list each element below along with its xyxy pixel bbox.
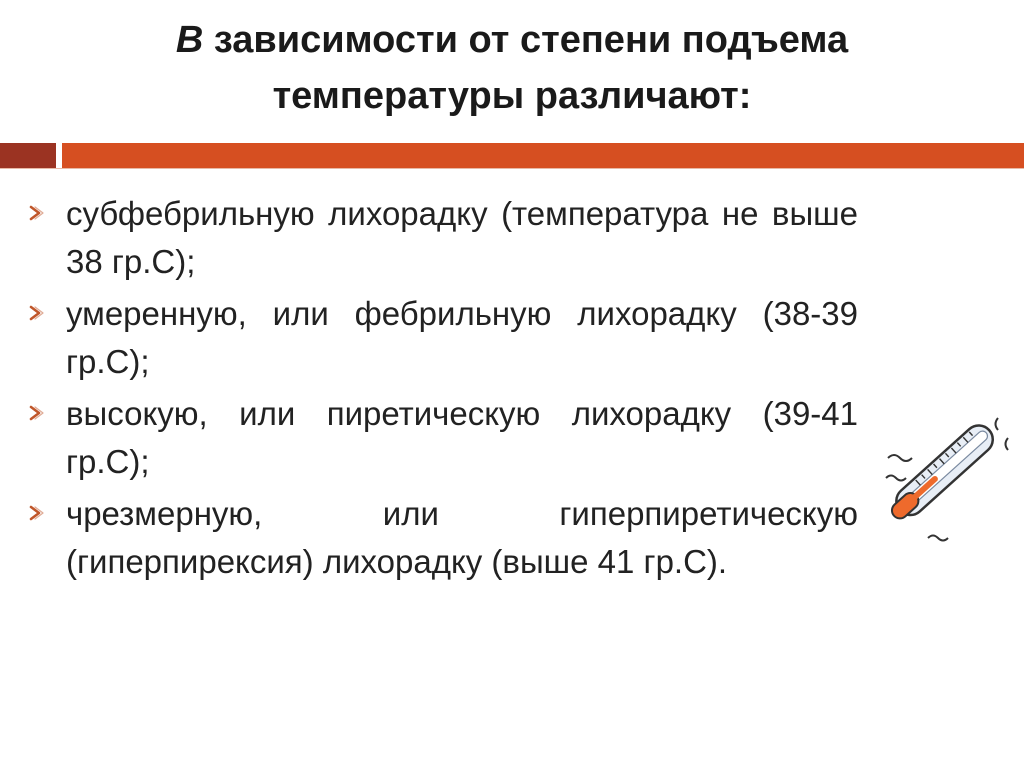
title-divider-right	[62, 143, 1024, 169]
list-item	[28, 490, 858, 586]
title-divider-line	[0, 168, 1024, 169]
list-item-text: чрезмерную, или гиперпиретическую (гиперпирексия) лихорадку (выше 41 гр.С).	[66, 495, 858, 580]
list-item	[28, 290, 858, 386]
title-divider-left	[0, 143, 56, 169]
thermometer-icon	[868, 398, 1018, 548]
chevron-right-icon	[28, 204, 44, 222]
chevron-right-icon	[28, 504, 44, 522]
list-item-text: высокую, или пиретическую лихорадку (39-41 гр.С);	[66, 395, 858, 480]
fever-types-list	[28, 190, 858, 590]
list-item	[28, 390, 858, 486]
title-lead: В	[175, 19, 204, 61]
slide-title	[60, 12, 964, 124]
title-rest: зависимости от степени подъема температуры различают:	[203, 19, 849, 117]
chevron-right-icon	[28, 404, 44, 422]
chevron-right-icon	[28, 304, 44, 322]
list-item-text: субфебрильную лихорадку (температура не выше 38 гр.С);	[66, 195, 858, 280]
list-item	[28, 190, 858, 286]
list-item-text: умеренную, или фебрильную лихорадку (38-39 гр.С);	[66, 295, 858, 380]
